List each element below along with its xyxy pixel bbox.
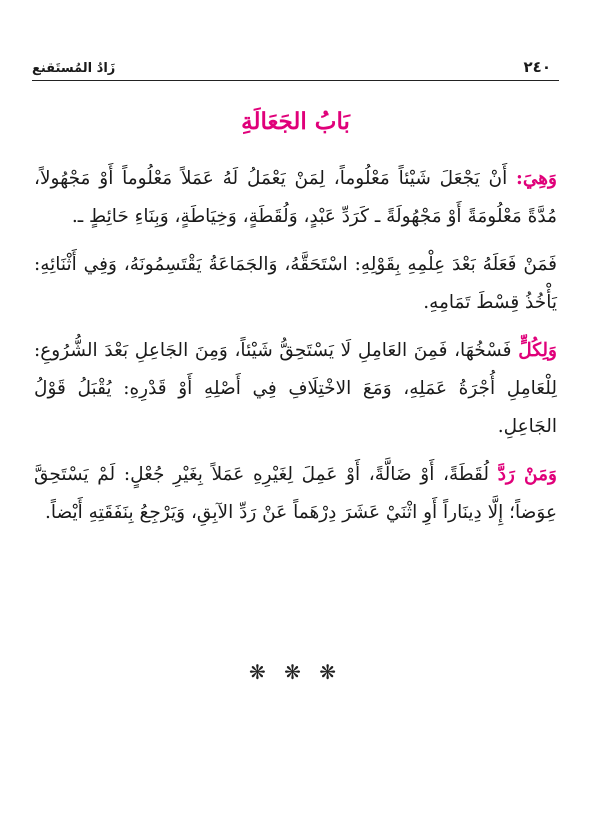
running-header <box>32 50 559 81</box>
chapter-body <box>34 160 557 542</box>
paragraph-text: لُقَطَةً، أَوْ ضَالَّةً، أَوْ عَمِلَ لِغَيْرِهِ عَمَلاً بِغَيْرِ جُعْلٍ: لَمْ يَسْتَحِقَّ عِوَضاً؛ إِلَّا دِينَاراً أَوِ اثْنَيْ عَشَرَ دِرْهَماً عَنْ رَدِّ الآبِقِ، وَيَرْجِعُ بِنَفَقَتِهِ أَيْضاً. <box>34 464 557 523</box>
paragraph-lead: وَهِيَ: <box>516 168 557 189</box>
paragraph-lead: وَلِكُلٍّ <box>518 340 557 361</box>
chapter-title: بَابُ الجَعَالَةِ <box>241 108 350 135</box>
paragraph-text: فَمَنْ فَعَلَهُ بَعْدَ عِلْمِهِ بِقَوْلِهِ: اسْتَحَقَّهُ، وَالجَمَاعَةُ يَقْتَسِمُونَهُ، وَفِي أَثْنَائِهِ: يَأْخُذُ قِسْطَ تَمَامِهِ. <box>34 254 557 313</box>
book-title: زَادُ المُستَقنع <box>32 61 116 76</box>
paragraph-text: فَسْخُهَا، فَمِنَ العَامِلِ لَا يَسْتَحِقُّ شَيْئاً، وَمِنَ الجَاعِلِ بَعْدَ الشُّرُوعِ: لِلْعَامِلِ أُجْرَةُ عَمَلِهِ، وَمَعَ الاخْتِلَافِ فِي أَصْلِهِ أَوْ قَدْرِهِ: يُقْبَلُ قَوْلُ الجَاعِلِ. <box>34 340 557 437</box>
paragraph-definition <box>34 160 557 236</box>
paragraph-cancellation <box>34 332 557 446</box>
paragraph-lead: وَمَنْ رَدَّ <box>497 464 557 485</box>
paragraph-text: أَنْ يَجْعَلَ شَيْئاً مَعْلُوماً، لِمَنْ يَعْمَلُ لَهُ عَمَلاً مَعْلُوماً أَوْ مَجْهُولاً، مُدَّةً مَعْلُومَةً أَوْ مَجْهُولَةً ـ كَرَدِّ عَبْدٍ، وَلُقَطَةٍ، وَخِيَاطَةٍ، وَبِنَاءِ حَائِطٍ ـ. <box>34 168 557 227</box>
section-separator: ❋ ❋ ❋ <box>249 660 342 684</box>
page-number: ٢٤٠ <box>523 58 551 76</box>
paragraph-entitlement <box>34 246 557 322</box>
paragraph-return <box>34 456 557 532</box>
